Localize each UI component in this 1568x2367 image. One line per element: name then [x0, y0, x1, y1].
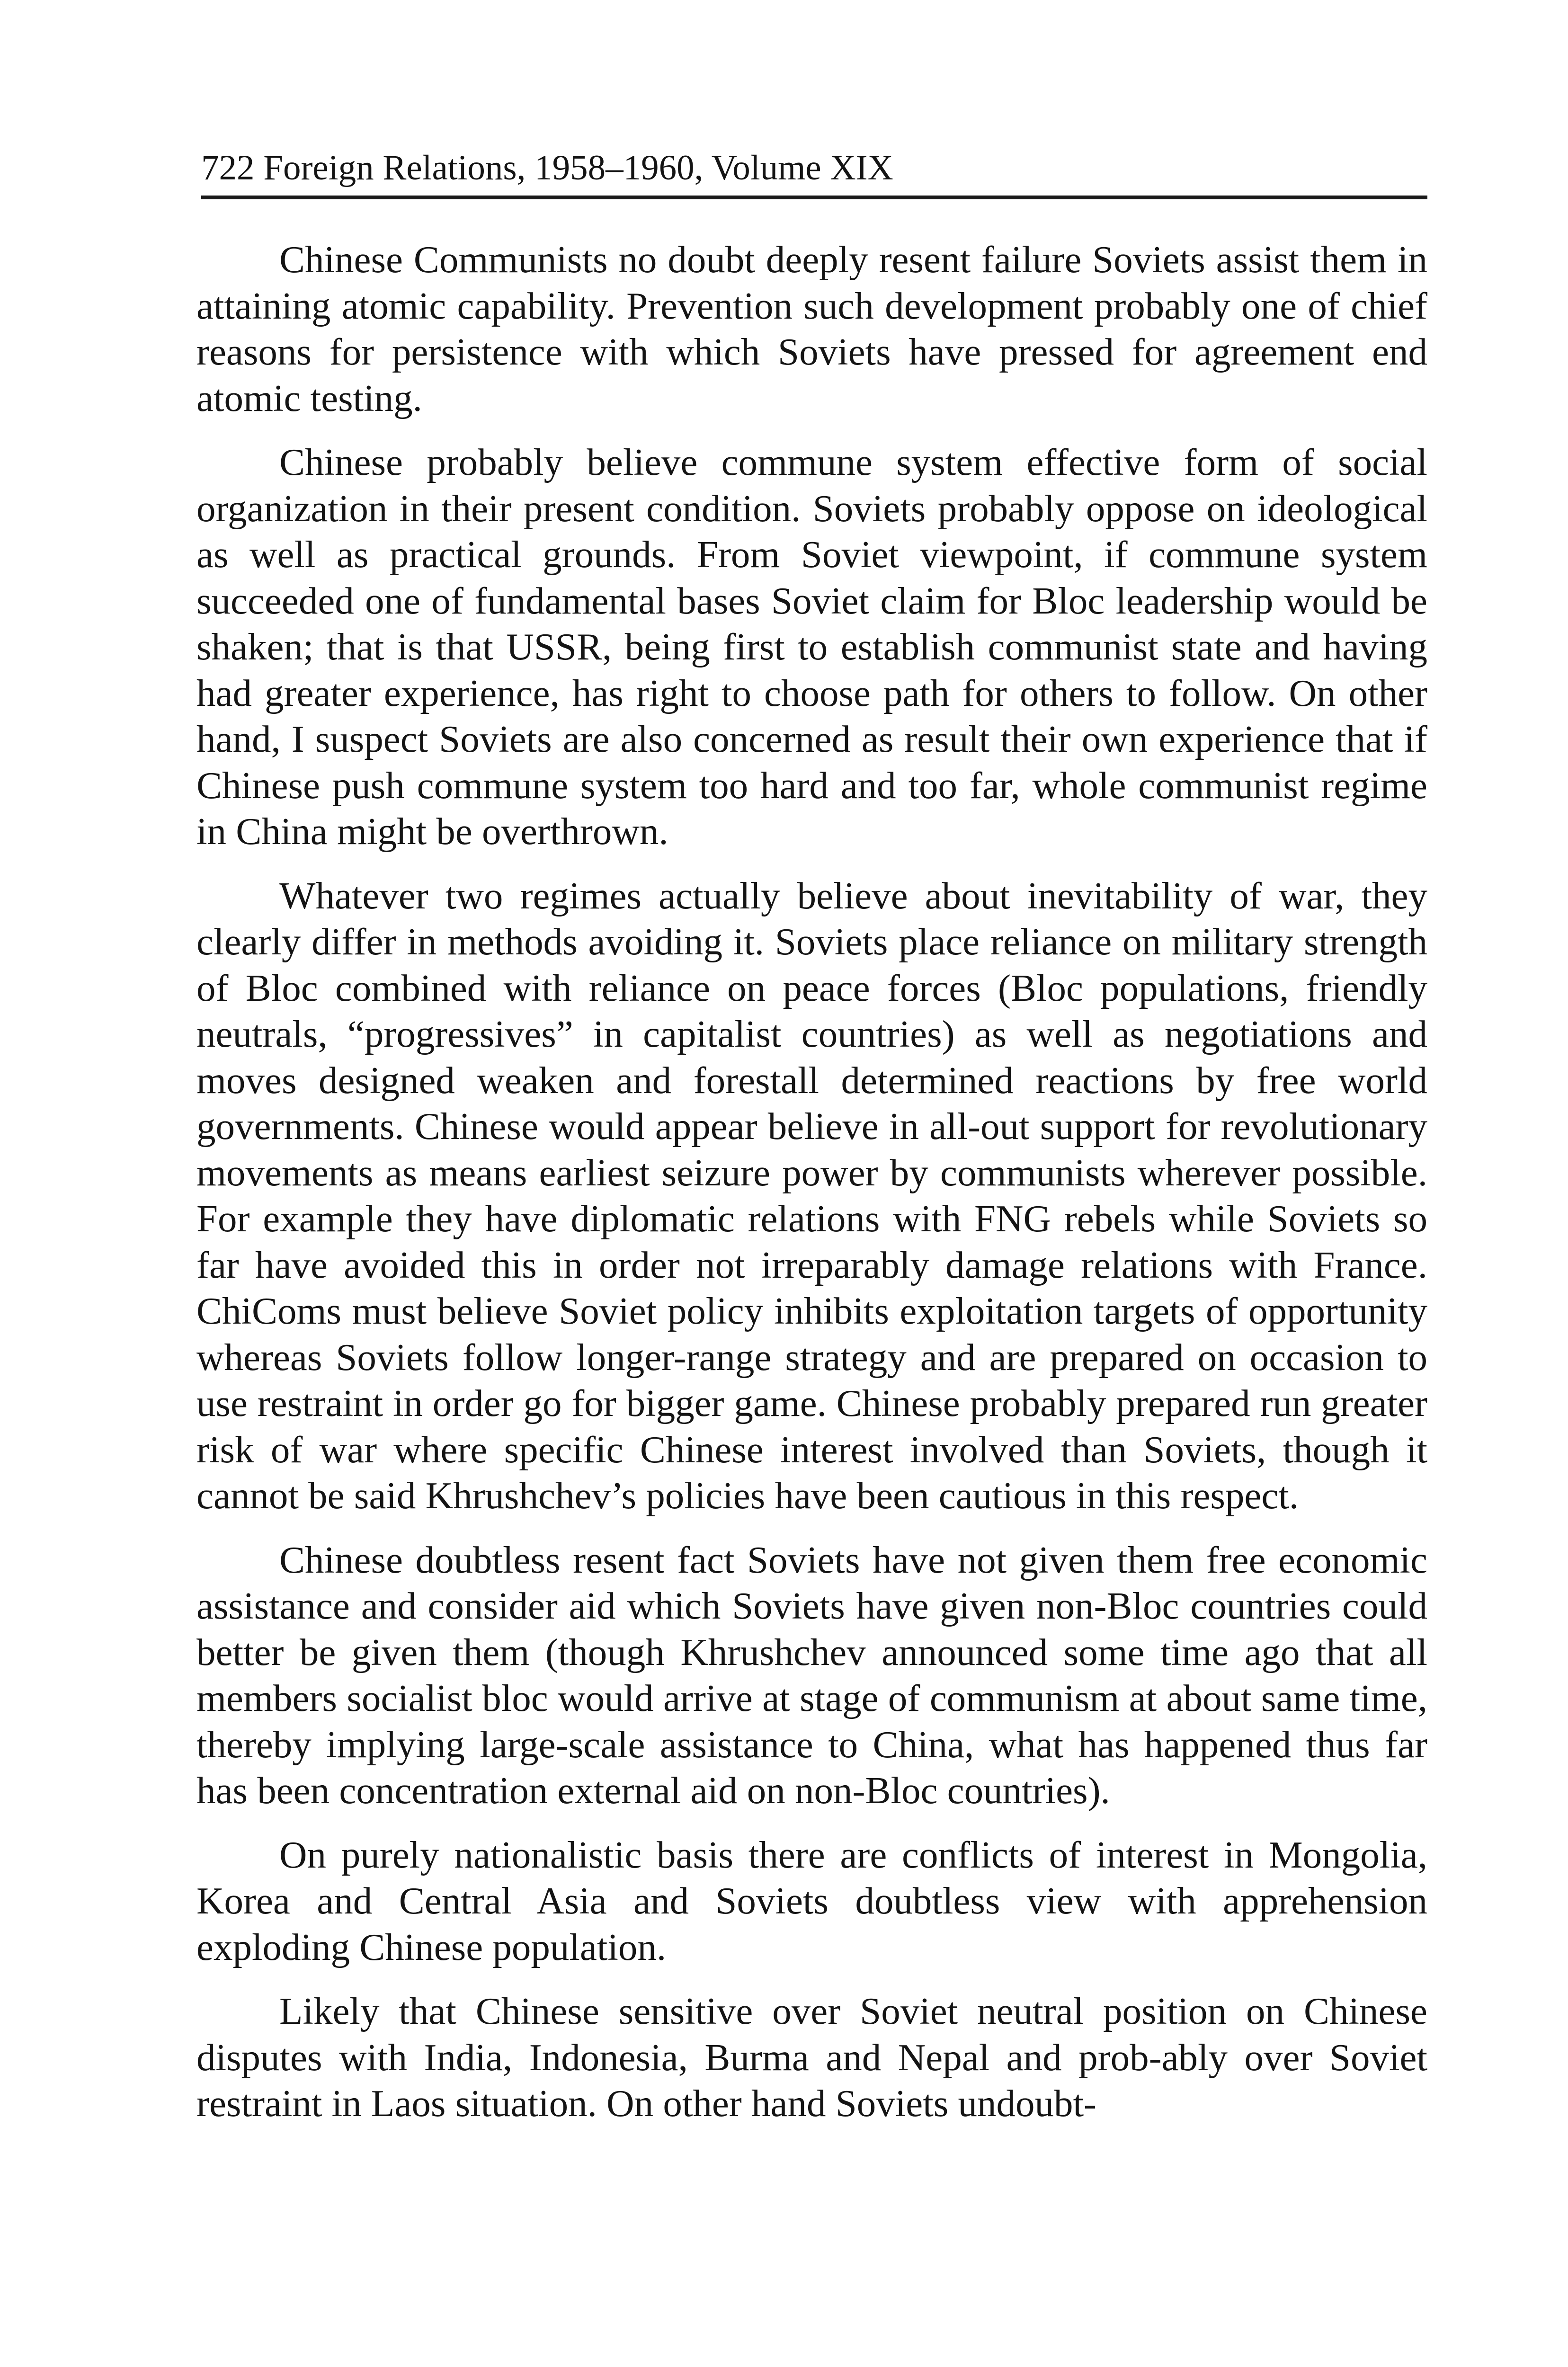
body-text [196, 237, 1427, 2145]
header-rule [201, 196, 1427, 199]
paragraph-commune-system: Chinese probably believe commune system effective form of social organization in their present condition. Soviets probably oppose on ideological as well as practical grounds. From Soviet viewpoint, if commune system succeeded one of fundamental bases Soviet claim for Bloc leadership would be shaken; that is that USSR, being first to establish communist state and having had greater experience, has right to choose path for others to follow. On other hand, I suspect Soviets are also concerned as result their own experience that if Chinese push commune system too hard and too far, whole communist regime in China might be overthrown. [196, 441, 1427, 853]
paragraph-avoiding-war: Whatever two regimes actually believe about inevitability of war, they clearly differ in methods avoiding it. Soviets place reliance on military strength of Bloc combined with reliance on peace forces (Bloc populations, friendly neutrals, “progressives” in capitalist countries) as well as negotiations and moves designed weaken and forestall determined reactions by free world governments. Chinese would appear believe in all-out support for revolutionary movements as means earliest seizure power by communists wherever possible. For example they have diplomatic relations with FNG rebels while Soviets so far have avoided this in order not irreparably damage relations with France. ChiComs must believe Soviet policy inhibits exploitation targets of opportunity whereas Soviets follow longer-range strategy and are prepared on occasion to use restraint in order go for bigger game. Chinese probably prepared run greater risk of war where specific Chinese interest involved than Soviets, though it cannot be said Khrushchev’s policies have been cautious in this respect. [196, 874, 1427, 1517]
paragraph-atomic-capability: Chinese Communists no doubt deeply resent failure Soviets assist them in attaining atomic capability. Prevention such development probably one of chief reasons for persistence with which Soviets have pressed for agreement end atomic testing. [196, 238, 1427, 419]
running-header [201, 140, 1427, 201]
paragraph-nationalistic-conflicts: On purely nationalistic basis there are conflicts of interest in Mongolia, Korea and Central Asia and Soviets doubtless view with apprehension exploding Chinese population. [196, 1833, 1427, 1968]
paragraph-economic-assistance: Chinese doubtless resent fact Soviets have not given them free economic assistance and consider aid which Soviets have given non-Bloc countries could better be given them (though Khrushchev announced some time ago that all members socialist bloc would arrive at stage of communism at about same time, thereby implying large-scale assistance to China, what has happened thus far has been concentration external aid on non-Bloc countries). [196, 1538, 1427, 1812]
paragraph-border-disputes: Likely that Chinese sensitive over Soviet neutral position on Chinese disputes with India, Indonesia, Burma and Nepal and prob-ably over Soviet restraint in Laos situation. On other hand Soviets undoubt- [196, 1990, 1427, 2125]
header-text: 722 Foreign Relations, 1958–1960, Volume XIX [201, 148, 893, 187]
